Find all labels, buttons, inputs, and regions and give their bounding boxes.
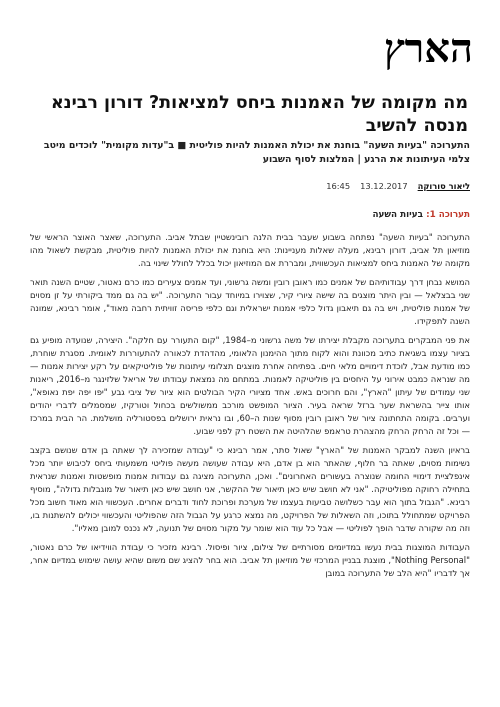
publish-date: 13.12.2017 [360,181,408,191]
byline [80,180,470,192]
author-link[interactable]: ליאור סורוקה [417,181,470,191]
section-tag [372,209,470,221]
paragraph: בראיון השנה למבקר האמנות של "הארץ" שאול סתר, אמר רבינא כי "עבודה שמזכירה לך שאתה בן אדם שנושם בקצב נשימות מסוים, שאתה בר חלוף, שהאתר הוא בן אדם, היא עבודה שעושה מעשה פוליטי משמעותי ביחס לכיבוש יותר מכל אינפלציית דימויי החומה שנוצרה בעשורים האחרונים". ואכן, התערוכה מציגה גם עבודות אמנות מופשטות ואמנות שנראית בתחילה רחוקה מפוליטיקה. "אני לא חושב שיש כאן תיאור של ההקשר, אני חושב שיש כאן תיאור של מוגבלות גדולה", מוסיף רבינא. "הגבול בתוך הוא עבר כשלושה טביעות בעצמו של מערכת ופרוכת לחוד ודברים אחרים. העכשווי הוא מאוד חשוב מכל הפרויקט שמתחולל בתוכו, וזה השאלות של הפרויקט, מה נמצא כרגע על הגבול הזה שהפוליטי והעכשווי יכולים להשתנות בו, וזה מה שקורה שדבר הופך לפוליטי — אבל כל עוד הוא שומר על מקור מסוים של תנועה, לא נכנס למובן מאליו". [30,445,470,533]
publish-time: 16:45 [326,181,351,191]
paragraph: העבודות המוצגות בבית נעשו במדיומים מסורתיים של צילום, ציור ופיסול. רבינא מזכיר כי עבודת הווידיאו של כרם נאטור, "Nothing Personal", מוצגת בבניין המרכזי של מוזיאון תל אביב. הוא בחר להציג שם משום שהיא עושה שימוש במדיום אחר, אך לדבריו "היא הלב של התערוכה במובן [30,542,470,578]
article-title: מה מקומה של האמנות ביחס למציאות? דורון רבינא מנסה להשיב [50,93,468,136]
paragraph: התערוכה "בעיות השעה" נפתחה בשבוע שעבר בבית הלנה רובינשטיין שבתל אביב. התערוכה, שאצר האוצר הראשי של מוזיאון תל אביב, דורון רבינא, מעלה שאלות מעניינות: היא בוחנת את יכולת האמנות להיות פוליטית, מבקשת לשאול מהו מקומה של האמנות ביחס למציאות העכשווית, ומבררת אם המוזיאון יכול בכלל לחולל שינוי בה. [30,232,470,268]
paragraph: את פני המבקרים בתערוכה מקבלת יצירתו של משה גרשוני מ–1984, "קום התעורר עם חלקה". היצירה, שנועדה מופיע גם בציור עצמו בשגיאת כתיב מכוונת והוא לקוח מתוך ההימנון הלאומי, מהדהדת לכאורה להתעוררות לאומית. מסגרת שוחרת, כמו מודעת אבל, לוכדת דימויים מלאי חיים. בפתיחה אחרת מוצגים תצלומי עיתונות של פוליטיקאים על רקע יצירות אמנות — מה שנראה כמבט אירוני על היחסים בין פוליטיקה לאמנות. במתחם מה נמצאת עבודתו של אריאל שלזינגר מ–2016, ריאנות שני עמודים של עיתון "הארץ", והם חרוכים באש. אחד מציורי הקיר הבולטים הוא ציור של ציבי גבע "יפו יפה יפת נאופא", אותו צייר בהשראת שער ברזל שראה בעיר. הציור המופשט מורכב ממשולשים בכחול וטורקיז, שמסמלים לדברי יהודים וערבים. בקומה התחתונה ציור של ראובן רובין מסוף שנות ה–60, ובו נראית ירושלים בפסטורליה מושלמת. הר הבית במרכז — וכל זה הרחק הרחק מהצהרת טראמפ שהלהיטה את השטח רק לפני שבוע. [30,335,470,436]
tag-label: תערוכה 1: [426,210,470,220]
masthead[interactable] [355,25,473,72]
tag-name: בעיות השעה [372,210,423,220]
paragraph: המושא נבחן דרך עבודותיהם של אמנים כמו ראובן רובין ומשה גרשוני, ועד אמנים צעירים כמו כרם נאטור, שטיים השנה תואר שני בבצלאל — ובין היתר מוצגים בה שישה ציורי קיר, שצוירו במיוחד עבור התערוכה. "יש בה גם ממד ביקורתי על זן מסוים של אמנות פוליטית, ויש בה גם תיאבון גדול כלפי אמנות ישראלית וגם כלפי פריסה זוויתית רחבה מאוד", אומר רבינא, שמונה השנה לתפקידו. [30,277,470,326]
article-body [30,231,470,705]
haaretz-logo[interactable]: הארץ [383,25,473,72]
article-subtitle: התערוכה "בעיות השעה" בוחנת את יכולת האמנות להיות פוליטית ■ ב"עדות מקומית" לוכדים מיטב צלמי העיתונות את הרגע | המלצות לסוף השבוע [43,140,470,165]
